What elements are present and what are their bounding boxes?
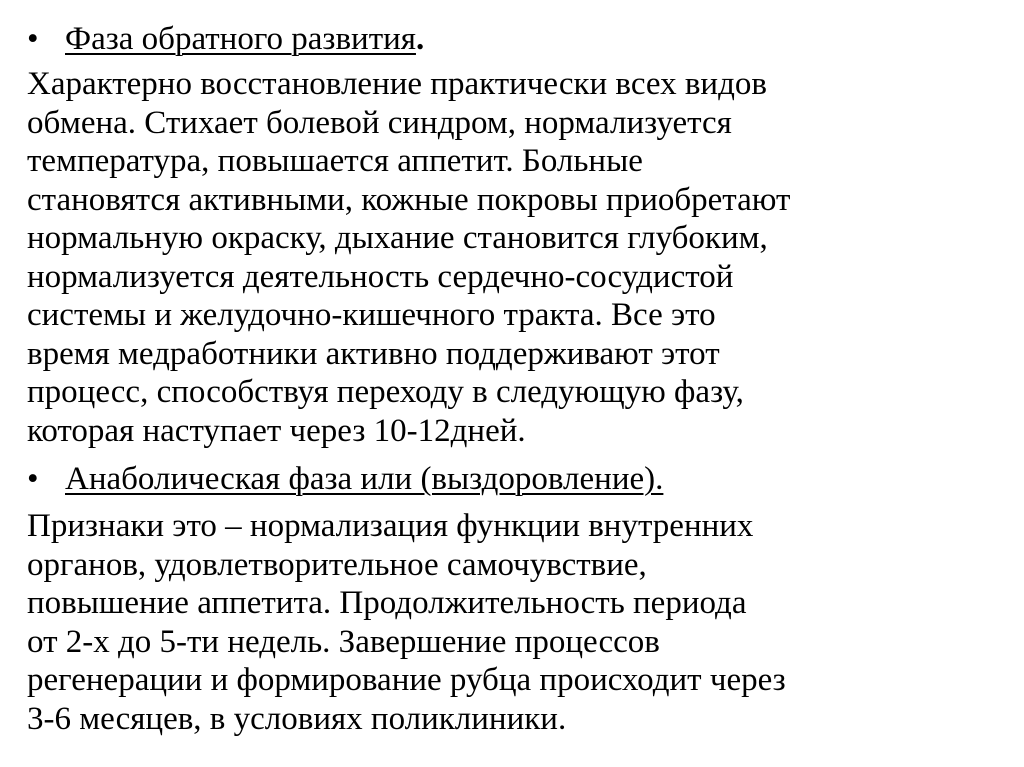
bullet-icon: • [27, 21, 39, 57]
paragraph-line: температура, повышается аппетит. Больные [27, 143, 643, 179]
heading-period: . [415, 21, 425, 57]
paragraph-line: повышение аппетита. Продолжительность периода [27, 585, 747, 621]
paragraph-line: нормализуется деятельность сердечно-сосудистой [27, 258, 734, 295]
paragraph-line: Характерно восстановление практически всех видов [27, 66, 767, 102]
paragraph-line: время медработники активно поддерживают этот [27, 335, 720, 372]
paragraph-line: нормальную окраску, дыхание становится глубоким, [27, 220, 768, 256]
paragraph-line: системы и желудочно-кишечного тракта. Все это [27, 297, 716, 333]
paragraph-line: становятся активными, кожные покровы приобретают [27, 181, 791, 218]
paragraph-line: 3-6 месяцев, в условиях поликлиники. [27, 700, 567, 737]
paragraph-line: которая наступает через 10-12дней. [27, 412, 526, 449]
bullet-heading-reverse-phase [27, 20, 424, 59]
paragraph-line: процесс, способствуя переходу в следующую фазу, [27, 374, 744, 410]
paragraph-line: регенерации и формирование рубца происходит через [27, 662, 786, 698]
paragraph-line: Признаки это – нормализация функции внутренних [27, 508, 754, 544]
heading-anabolic-phase: Анаболическая фаза или (выздоровление). [65, 461, 664, 497]
paragraph-reverse-phase [27, 65, 1024, 450]
bullet-heading-anabolic-phase [27, 460, 663, 499]
paragraph-line: органов, удовлетворительное самочувствие, [27, 546, 647, 583]
paragraph-line: обмена. Стихает болевой синдром, нормализуется [27, 104, 732, 141]
paragraph-anabolic-phase [27, 507, 1024, 738]
paragraph-line: от 2-х до 5-ти недель. Завершение процессов [27, 623, 660, 660]
heading-reverse-phase: Фаза обратного развития [65, 21, 416, 57]
bullet-icon: • [27, 461, 39, 497]
